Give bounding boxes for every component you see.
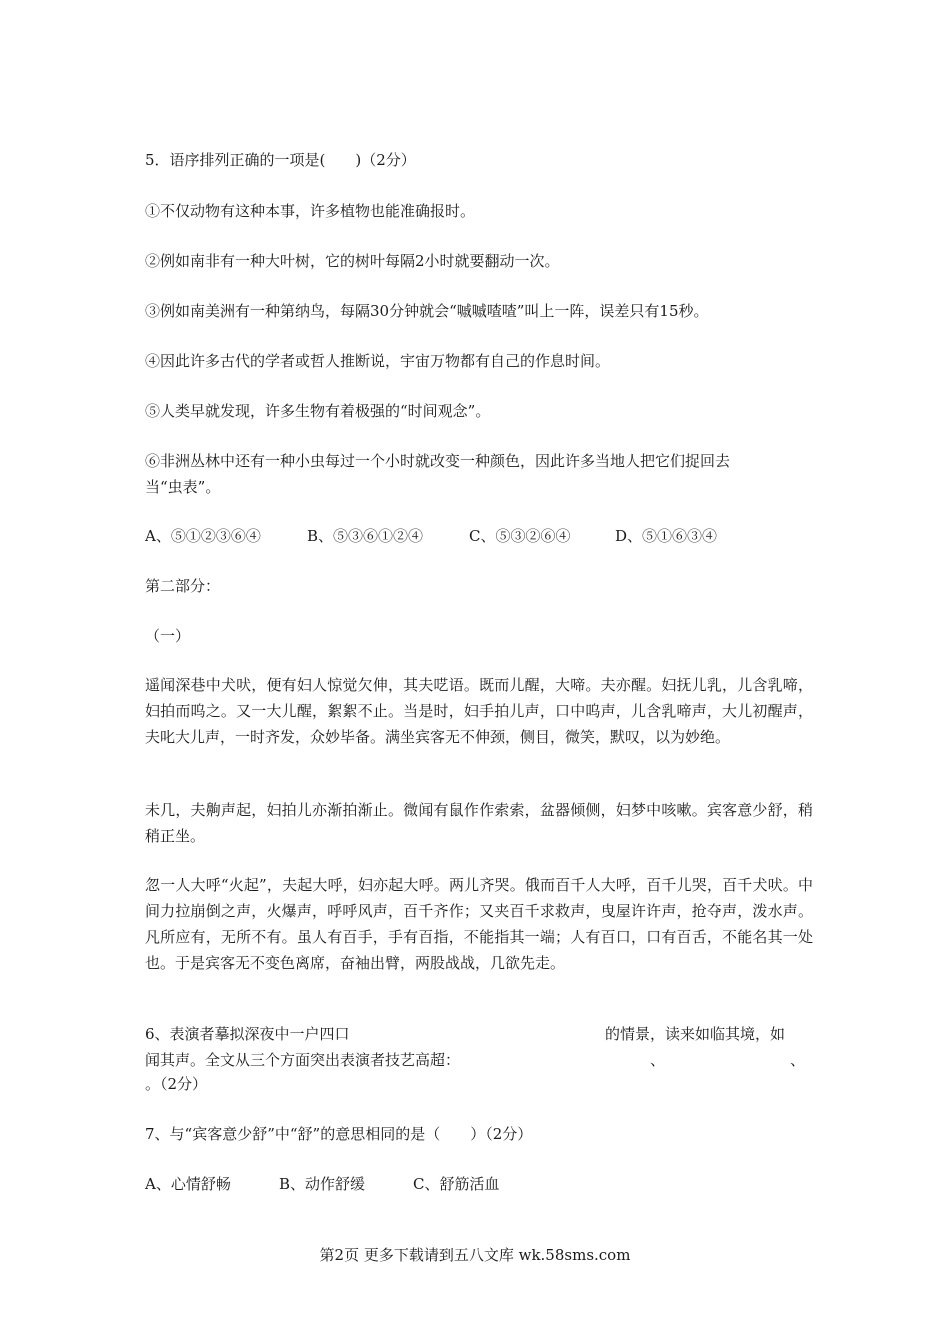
- q5-option-c: C、⑤③②⑥④: [469, 527, 571, 545]
- q5-item-1: ①不仅动物有这种本事，许多植物也能准确报时。: [145, 202, 476, 220]
- q6-line-1: [145, 1021, 813, 1047]
- q5-item-3: ③例如南美洲有一种第纳鸟，每隔30分钟就会“嘁嘁喳喳”叫上一阵，误差只有15秒。: [145, 302, 709, 320]
- part2-title: 第二部分：: [145, 577, 221, 595]
- q5-stem: 5．语序排列正确的一项是( )（2分）: [145, 151, 416, 169]
- passage-paragraph-1: 遥闻深巷中犬吠，便有妇人惊觉欠伸，其夫呓语。既而儿醒，大啼。夫亦醒。妇抚儿乳，儿含乳啼，妇拍而呜之。又一大儿醒，絮絮不止。当是时，妇手拍儿声，口中呜声，儿含乳啼声，大儿初醒声，夫叱大儿声，一时齐发，众妙毕备。满坐宾客无不伸颈，侧目，微笑，默叹，以为妙绝。: [145, 676, 813, 746]
- page-footer: 第2页 更多下载请到五八文库 wk.58sms.com: [319, 1246, 631, 1264]
- part2-subtitle: （一）: [145, 627, 191, 645]
- q5-option-a: A、⑤①②③⑥④: [145, 527, 261, 545]
- q6-separator-1: 、: [650, 1051, 666, 1069]
- q5-item-6-line-1: ⑥非洲丛林中还有一种小虫每过一个小时就改变一种颜色，因此许多当地人把它们捉回去: [145, 452, 731, 470]
- q6-stem-line-3: 。（2分）: [145, 1075, 208, 1093]
- q7-option-b: B、动作舒缓: [279, 1175, 366, 1193]
- q7-option-c: C、舒筋活血: [413, 1175, 500, 1193]
- passage-paragraph-3: 忽一人大呼“火起”，夫起大呼，妇亦起大呼。两儿齐哭。俄而百千人大呼，百千儿哭，百千犬吠。中间力拉崩倒之声，火爆声，呼呼风声，百千齐作；又夹百千求救声，曳屋许许声，抢夺声，泼水声。凡所应有，无所不有。虽人有百手，手有百指，不能指其一端；人有百口，口有百舌，不能名其一处也。于是宾客无不变色离席，奋袖出臂，两股战战，几欲先走。: [145, 876, 813, 972]
- q5-item-6-line-2: 当“虫表”。: [145, 478, 221, 496]
- q5-options: [145, 524, 717, 548]
- q6-stem-part-2: 的情景，读来如临其境，如: [605, 1025, 786, 1043]
- q5-item-4: ④因此许多古代的学者或哲人推断说，宇宙万物都有自己的作息时间。: [145, 352, 611, 370]
- q6-stem-line-2: 闻其声。全文从三个方面突出表演者技艺高超：: [145, 1051, 461, 1069]
- q7-option-a: A、心情舒畅: [145, 1175, 231, 1193]
- q6-stem-part-1: 6、表演者摹拟深夜中一户四口: [145, 1025, 350, 1043]
- q5-option-d: D、⑤①⑥③④: [615, 527, 718, 545]
- passage-paragraph-2: 未几，夫齁声起，妇拍儿亦渐拍渐止。微闻有鼠作作索索，盆器倾侧，妇梦中咳嗽。宾客意少舒，稍稍正坐。: [145, 801, 813, 845]
- q6-line-2: [145, 1047, 813, 1073]
- q6-separator-2: 、: [790, 1051, 806, 1069]
- q5-item-5: ⑤人类早就发现，许多生物有着极强的“时间观念”。: [145, 402, 491, 420]
- q5-item-2: ②例如南非有一种大叶树，它的树叶每隔2小时就要翻动一次。: [145, 252, 560, 270]
- q7-stem: 7、与“宾客意少舒”中“舒”的意思相同的是（ ）（2分）: [145, 1125, 533, 1143]
- q7-options: [145, 1172, 499, 1196]
- q5-option-b: B、⑤③⑥①②④: [307, 527, 424, 545]
